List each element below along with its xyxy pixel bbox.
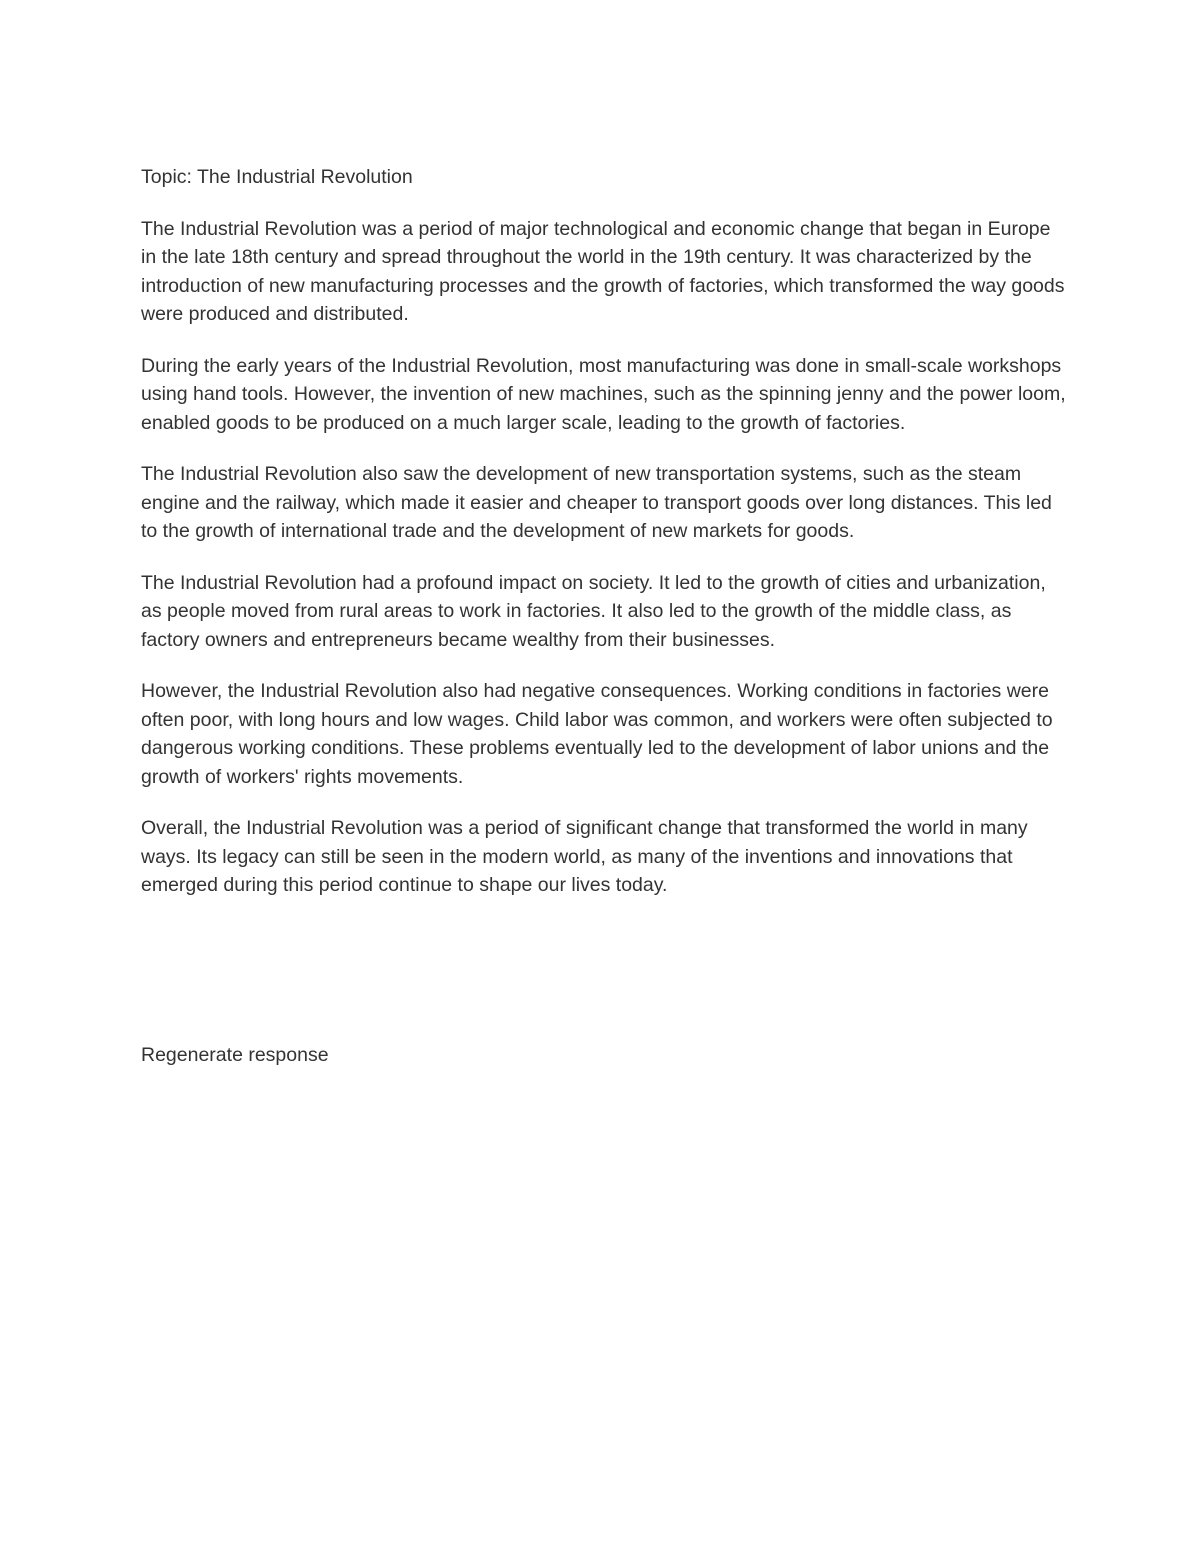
paragraph-3: The Industrial Revolution also saw the development of new transportation systems, such as the steam engine and the railway, which made it easier and cheaper to transport goods over long distances. This led to the growth of international trade and the development of new markets for goods. bbox=[141, 463, 1052, 542]
paragraph-4: The Industrial Revolution had a profound impact on society. It led to the growth of cities and urbanization, as people moved from rural areas to work in factories. It also led to the growth of the middle class, as factory owners and entrepreneurs became wealthy from their businesses. bbox=[141, 571, 1046, 651]
paragraph-5: However, the Industrial Revolution also had negative consequences. Working conditions in factories were often poor, with long hours and low wages. Child labor was common, and workers were often subjected to dangerous working conditions. These problems eventually led to the development of labor unions and the growth of workers' rights movements. bbox=[141, 680, 1053, 788]
regenerate-response-text: Regenerate response bbox=[141, 1044, 329, 1066]
document-body bbox=[141, 163, 1071, 923]
paragraph-1: The Industrial Revolution was a period of major technological and economic change that began in Europe in the late 18th century and spread throughout the world in the 19th century. It was characterized by the introduction of new manufacturing processes and the growth of factories, which transformed the way goods were produced and distributed. bbox=[141, 217, 1065, 325]
paragraph-2: During the early years of the Industrial Revolution, most manufacturing was done in small-scale workshops using hand tools. However, the invention of new machines, such as the spinning jenny and the power loom, enabled goods to be produced on a much larger scale, leading to the growth of factories. bbox=[141, 354, 1066, 434]
topic-heading: Topic: The Industrial Revolution bbox=[141, 166, 413, 188]
paragraph-6: Overall, the Industrial Revolution was a period of significant change that transformed the world in many ways. Its legacy can still be seen in the modern world, as many of the inventions and innovations that emerged during this period continue to shape our lives today. bbox=[141, 817, 1028, 896]
